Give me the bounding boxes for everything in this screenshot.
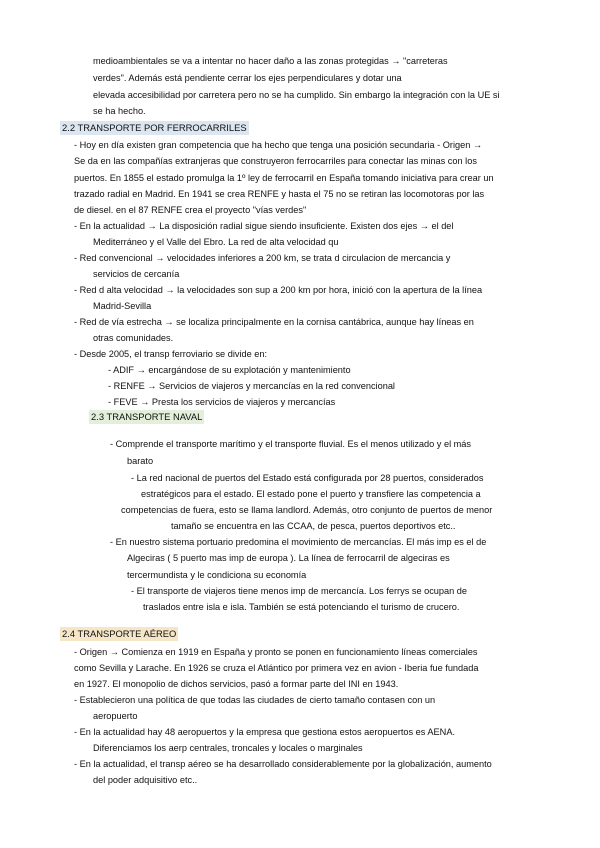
bullet-item: - En la actualidad, el transp aéreo se ha desarrollado considerablemente por la globalización, aumento [74,759,492,769]
paragraph-line: en 1927. El monopolio de dichos servicios, pasó a formar parte del INI en 1943. [74,679,399,689]
intro-line-2: verdes". Además está pendiente cerrar los ejes perpendiculares y dotar una [93,73,402,83]
bullet-item: - Red de vía estrecha → se localiza principalmente en la cornisa cantábrica, aunque hay líneas en [74,317,474,327]
bullet-continuation: tercermundista y le condiciona su economía [127,570,307,580]
paragraph-line: de diesel. en el 87 RENFE crea el proyecto "vías verdes" [74,205,307,215]
bullet-item: - Red d alta velocidad → la velocidades son sup a 200 km por hora, inició con la apertura de la línea [74,285,483,295]
intro-line-4: se ha hecho. [93,106,146,116]
bullet-continuation: otras comunidades. [93,333,174,343]
sub-bullet-continuation: estratégicos para el estado. El estado pone el puerto y transfiere las competencia a [141,489,481,499]
bullet-item: - En nuestro sistema portuario predomina el movimiento de mercancías. El más imp es el de [110,537,487,547]
sub-bullet-continuation: tamaño se encuentra en las CCAA, de pesca, puertos deportivos etc.. [171,521,456,531]
sub-bullet-item: - ADIF → encargándose de su explotación y mantenimiento [108,365,351,375]
bullet-continuation: barato [127,456,154,466]
bullet-continuation: Diferenciamos los aerp centrales, troncales y locales o marginales [93,743,363,753]
bullet-continuation: Mediterráneo y el Valle del Ebro. La red de alta velocidad qu [93,237,339,247]
bullet-item: - En la actualidad hay 48 aeropuertos y la empresa que gestiona estos aeropuertos es AENA. [74,727,456,737]
section-heading-ferrocarriles: 2.2 TRANSPORTE POR FERROCARRILES [62,122,247,133]
paragraph-line: - Hoy en día existen gran competencia que ha hecho que tenga una posición secundaria - Origen → [74,140,483,150]
bullet-item: - Red convencional → velocidades inferiores a 200 km, se trata d circulacion de mercancia y [74,253,451,263]
bullet-item: - Origen → Comienza en 1919 en España y pronto se ponen en funcionamiento líneas comerciales [74,647,478,657]
intro-line-1: medioambientales se va a intentar no hacer daño a las zonas protegidas → "carreteras [93,56,448,66]
bullet-continuation: aeropuerto [93,711,138,721]
sub-bullet-continuation: competencias de fuera, esto se llama landlord. Además, otro conjunto de puertos de menor [121,505,493,515]
sub-bullet-continuation: traslados entre isla e isla. También se está potenciando el turismo de crucero. [143,602,460,612]
sub-bullet-item: - El transporte de viajeros tiene menos imp de mercancía. Los ferrys se ocupan de [131,586,468,596]
sub-bullet-item: - RENFE → Servicios de viajeros y mercancías en la red convencional [108,381,395,391]
section-heading-aereo: 2.4 TRANSPORTE AÉREO [62,628,177,639]
sub-bullet-item: - FEVE → Presta los servicios de viajeros y mercancías [108,397,336,407]
paragraph-line: puertos. En 1855 el estado promulga la 1º ley de ferrocarril en España tomando iniciativa para crear un [74,173,494,183]
section-heading-naval: 2.3 TRANSPORTE NAVAL [91,411,203,422]
paragraph-line: como Sevilla y Larache. En 1926 se cruza el Atlántico por primera vez en avion - Iberia fue fundada [74,663,479,673]
bullet-continuation: del poder adquisitivo etc.. [93,775,198,785]
paragraph-line: Se da en las compañías extranjeras que construyeron ferrocarriles para conectar las minas con los [74,156,477,166]
bullet-item: - En la actualidad → La disposición radial sigue siendo insuficiente. Existen dos ejes → el del [74,221,454,231]
bullet-item: - Establecieron una política de que todas las ciudades de cierto tamaño contasen con un [74,695,436,705]
bullet-item: - Desde 2005, el transp ferroviario se divide en: [74,349,268,359]
sub-bullet-item: - La red nacional de puertos del Estado está configurada por 28 puertos, considerados [131,473,484,483]
bullet-item: - Comprende el transporte marítimo y el transporte fluvial. Es el menos utilizado y el más [110,439,472,449]
intro-line-3: elevada accesibilidad por carretera pero no se ha cumplido. Sin embargo la integración con la UE si [93,90,500,100]
bullet-continuation: Madrid-Sevilla [93,301,152,311]
bullet-continuation: servicios de cercanía [93,269,180,279]
paragraph-line: trazado radial en Madrid. En 1941 se crea RENFE y hasta el 75 no se retiran las locomotoras por las [74,189,485,199]
bullet-continuation: Algeciras ( 5 puerto mas imp de europa ). La línea de ferrocarril de algeciras es [127,553,450,563]
